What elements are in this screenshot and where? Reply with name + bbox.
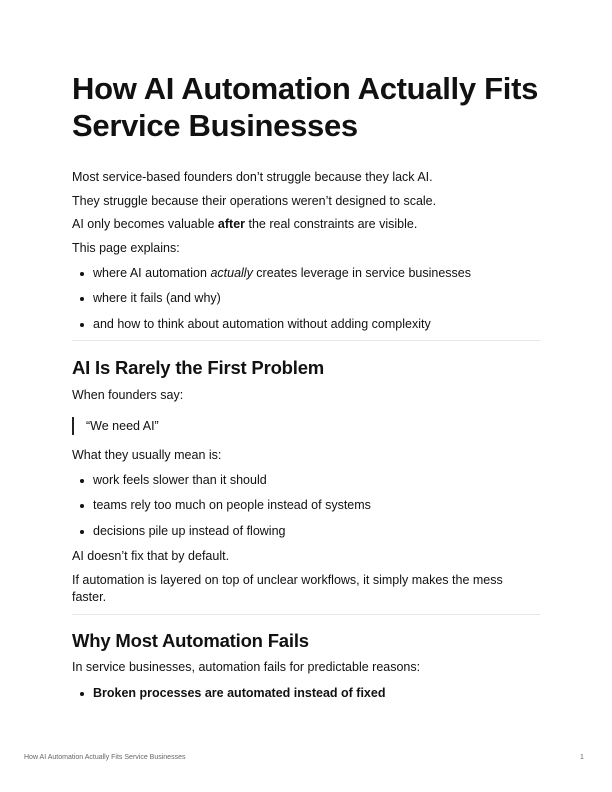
paragraph: If automation is layered on top of unclear workflows, it simply makes the mess faster. [72, 573, 503, 604]
bold-text: after [217, 217, 246, 231]
italic-text: actually [210, 266, 253, 280]
text: creates leverage in service businesses [252, 266, 471, 280]
page-number: 1 [580, 754, 584, 761]
list-item: work feels slower than it should [72, 472, 267, 488]
section-heading: AI Is Rarely the First Problem [72, 357, 325, 378]
list-item: Broken processes are automated instead of fixed [72, 685, 385, 701]
paragraph: What they usually mean is: [72, 448, 222, 462]
paragraph: Most service-based founders don’t struggle because they lack AI. [72, 170, 433, 184]
paragraph: AI doesn’t fix that by default. [72, 549, 230, 563]
divider [72, 614, 540, 615]
paragraph: They struggle because their operations weren’t designed to scale. [72, 194, 437, 208]
footer-title: How AI Automation Actually Fits Service Businesses [24, 754, 186, 761]
list-item: teams rely too much on people instead of systems [72, 497, 371, 513]
paragraph: In service businesses, automation fails for predictable reasons: [72, 660, 421, 674]
paragraph: This page explains: [72, 241, 180, 255]
list-item [72, 265, 471, 281]
text: the real constraints are visible. [245, 217, 418, 231]
paragraph: When founders say: [72, 388, 184, 402]
text: AI only becomes valuable [72, 217, 218, 231]
section-heading: Why Most Automation Fails [72, 630, 309, 651]
list-item: and how to think about automation without adding complexity [72, 316, 431, 332]
page-title: How AI Automation Actually Fits Service Businesses [72, 71, 539, 143]
text: where AI automation [93, 266, 211, 280]
paragraph [72, 216, 417, 232]
list-item: decisions pile up instead of flowing [72, 523, 285, 539]
blockquote: “We need AI” [72, 417, 159, 435]
divider [72, 340, 540, 341]
list-item: where it fails (and why) [72, 290, 221, 306]
